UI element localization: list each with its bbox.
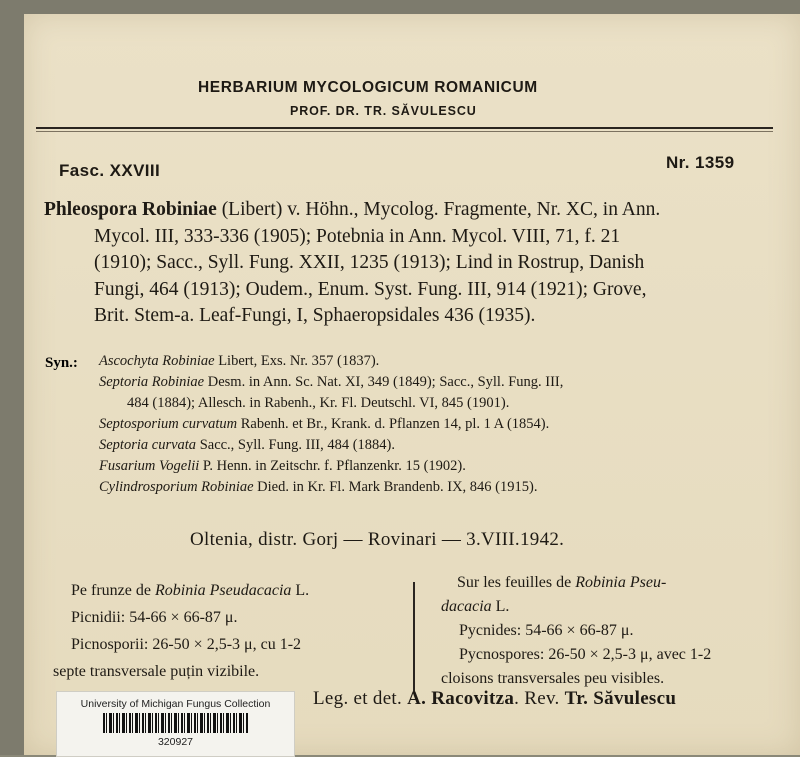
fr-host-cont: dacacia L. xyxy=(441,598,510,615)
ro-host-line: Pe frunze de Robinia Pseudacacia L. xyxy=(71,582,310,599)
barcode-icon xyxy=(103,713,248,733)
ro-septa: septe transversale puțin vizibile. xyxy=(53,663,260,680)
synonyms-label: Syn.: xyxy=(45,355,78,371)
fr-pycnospores: Pycnospores: 26-50 × 2,5-3 μ, avec 1-2 xyxy=(459,646,712,663)
synonym-1: Ascochyta Robiniae Libert, Exs. Nr. 357 (1837). xyxy=(99,353,380,369)
citation-line-3: (1910); Sacc., Syll. Fung. XXII, 1235 (1913); Lind in Rostrup, Danish xyxy=(94,252,645,273)
synonym-2: Septoria Robiniae Desm. in Ann. Sc. Nat. XI, 349 (1849); Sacc., Syll. Fung. III, xyxy=(99,374,564,390)
collection-barcode-label xyxy=(56,691,295,757)
french-description xyxy=(441,571,711,691)
ro-pycnospores: Picnosporii: 26-50 × 2,5-3 μ, cu 1-2 xyxy=(71,636,302,653)
column-divider xyxy=(413,582,415,692)
citation-line-4: Fungi, 464 (1913); Oudem., Enum. Syst. Fung. III, 914 (1921); Grove, xyxy=(94,278,647,300)
fascicle-number: Fasc. XXVIII xyxy=(59,161,161,180)
citation-line-5: Brit. Stem-a. Leaf-Fungi, I, Sphaeropsidales 436 (1935). xyxy=(94,305,536,326)
citation-line-1: Phleospora Robiniae (Libert) v. Höhn., Mycolog. Fragmente, Nr. XC, in Ann. xyxy=(44,199,661,220)
header-rule-thin xyxy=(36,131,773,132)
specimen-number: Nr. 1359 xyxy=(666,153,735,172)
herbarium-curator: PROF. DR. TR. SĂVULESCU xyxy=(290,104,477,118)
species-citation xyxy=(44,197,779,330)
synonym-5: Fusarium Vogelii P. Henn. in Zeitschr. f. Pflanzenkr. 15 (1902). xyxy=(99,458,466,474)
barcode-number: 320927 xyxy=(157,736,194,748)
header-rule xyxy=(36,127,773,129)
fr-pycnides: Pycnides: 54-66 × 66-87 μ. xyxy=(459,622,634,639)
synonym-6: Cylindrosporium Robiniae Died. in Kr. Fl. Mark Brandenb. IX, 846 (1915). xyxy=(99,479,538,495)
synonyms-list xyxy=(45,351,563,498)
collector-line: Leg. et det. A. Racovitza. Rev. Tr. Săvulescu xyxy=(313,688,677,709)
synonym-4: Septoria curvata Sacc., Syll. Fung. III, 484 (1884). xyxy=(99,437,396,453)
citation-line-2: Mycol. III, 333-336 (1905); Potebnia in Ann. Mycol. VIII, 71, f. 21 xyxy=(94,225,621,247)
species-name: Phleospora Robiniae xyxy=(44,199,217,220)
fr-septa: cloisons transversales peu visibles. xyxy=(441,670,665,687)
synonym-3: Septosporium curvatum Rabenh. et Br., Krank. d. Pflanzen 14, pl. 1 A (1854). xyxy=(99,416,550,432)
fr-host-line: Sur les feuilles de Robinia Pseu- xyxy=(457,574,667,591)
collection-name: University of Michigan Fungus Collection xyxy=(80,698,271,710)
herbarium-title: HERBARIUM MYCOLOGICUM ROMANICUM xyxy=(198,79,538,96)
romanian-description xyxy=(53,577,309,685)
collection-locality: Oltenia, distr. Gorj — Rovinari — 3.VIII.1942. xyxy=(190,529,565,550)
ro-pycnidia: Picnidii: 54-66 × 66-87 μ. xyxy=(71,609,238,626)
synonym-2-cont: 484 (1884); Allesch. in Rabenh., Kr. Fl. Deutschl. VI, 845 (1901). xyxy=(127,395,510,411)
